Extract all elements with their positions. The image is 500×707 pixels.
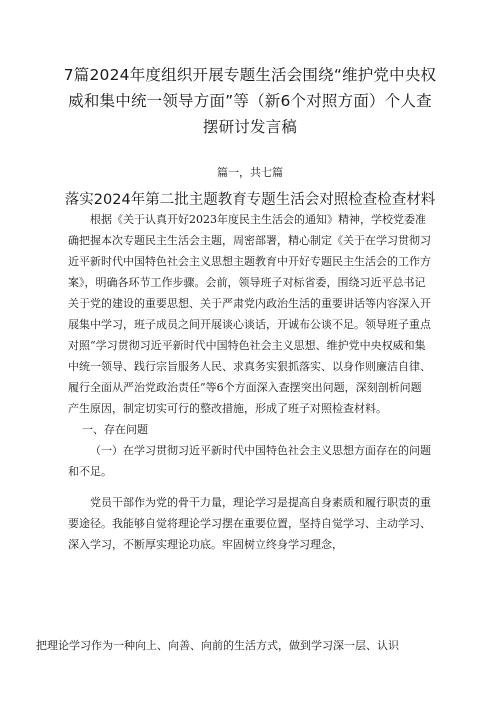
paragraph-line: 对照“学习贯彻习近平新时代中国特色社会主义思想、维护党中央权威和集	[68, 339, 426, 352]
paragraph-line: 履行全面从严治党政治责任”等6个方面深入查摆突出问题，深刻剖析问题	[68, 381, 422, 394]
paragraph-line: 产生原因，制定切实可行的整改措施，形成了班子对照检查材料。	[68, 402, 387, 415]
section-heading: 一、存在问题	[82, 423, 148, 436]
paragraph-line: 确把握本次专题民主生活会主题，周密部署，精心制定《关于在学习贯彻习	[68, 234, 431, 247]
paragraph-line: 展集中学习，班子成员之间开展谈心谈话，开诚布公谈不足。领导班子重点	[68, 318, 431, 331]
section-title: 落实2024年第二批主题教育专题生活会对照检查检查材料	[64, 192, 436, 208]
paragraph-line: 案》，明确各环节工作步骤。会前，领导班子对标省委，围绕习近平总书记	[68, 276, 426, 289]
document-title	[60, 62, 440, 140]
sub-heading-line: 和不足。	[68, 465, 112, 478]
body-text	[68, 209, 458, 555]
paragraph-line: 要途径。我能够自觉将理论学习摆在重要位置，坚持自觉学习、主动学习、	[68, 517, 431, 530]
paragraph-line: 党员干部作为党的骨干力量，理论学习是提高自身素质和履行职责的重	[90, 496, 431, 509]
title-line: 7篇2024年度组织开展专题生活会围绕“维护党中央权	[63, 66, 437, 84]
paragraph-line: 把理论学习作为一种向上、向善、向前的生活方式，做到学习深一层、认识	[36, 639, 399, 652]
paragraph-line: 关于党的建设的重要思想、关于严肃党内政治生活的重要讲话等内容深入开	[68, 297, 431, 310]
title-line: 摆研讨发言稿	[202, 118, 298, 136]
paragraph-line: 近平新时代中国特色社会主义思想主题教育中开好专题民主生活会的工作方	[68, 255, 431, 268]
paragraph-line: 深入学习，不断厚实理论功底。牢固树立终身学习理念，	[68, 538, 343, 551]
paragraph-line: 根据《关于认真开好2023年度民主生活会的通知》精神，学校党委准	[90, 213, 426, 226]
sub-heading-line: （一）在学习贯彻习近平新时代中国特色社会主义思想方面存在的问题	[90, 444, 431, 457]
title-line: 威和集中统一领导方面”等（新6个对照方面）个人查	[68, 92, 432, 110]
part-label: 篇一，共七篇	[217, 166, 283, 179]
paragraph-line: 中统一领导、践行宗旨服务人民、求真务实狠抓落实、以身作则廉洁自律、	[68, 360, 431, 373]
